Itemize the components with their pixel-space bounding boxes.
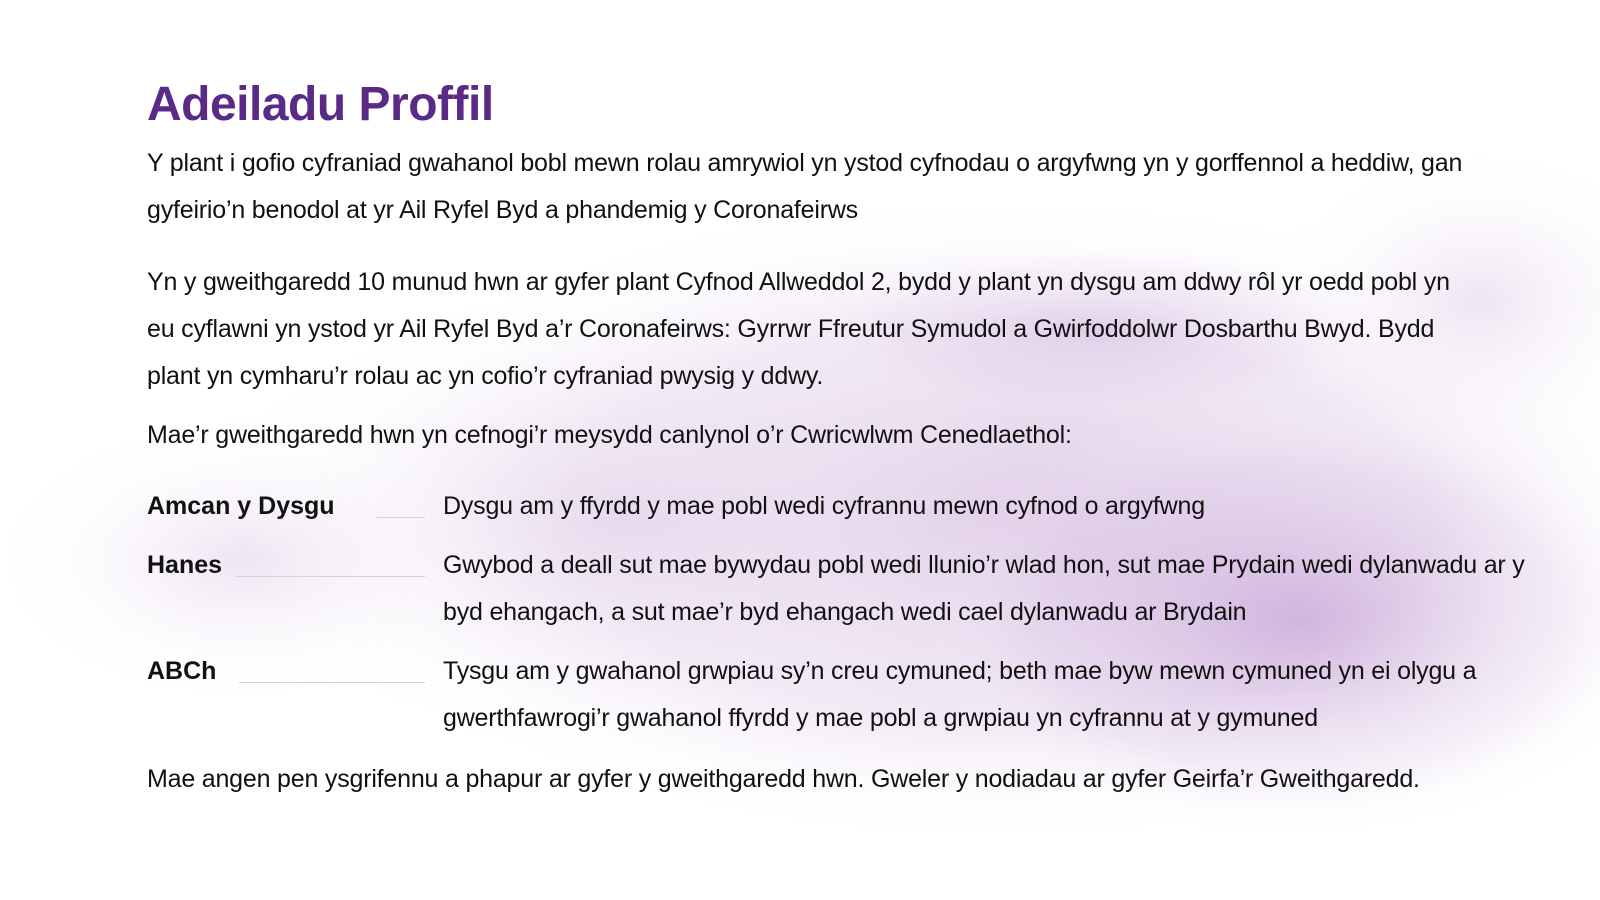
objective-label: Hanes [147,551,223,579]
materials-note: Mae angen pen ysgrifennu a phapur ar gyfer y gweithgaredd hwn. Gweler y nodiadau ar gyfer Geirfa’r Gweithgaredd. [147,765,1420,793]
objective-row [147,483,1547,530]
objective-label-cell [147,483,443,530]
leader-line [239,682,425,683]
content-area [147,76,1547,803]
objective-label: ABCh [147,657,217,685]
objective-text: Tysgu am y gwahanol grwpiau sy’n creu cymuned; beth mae byw mewn cymuned yn ei olygu a gwerthfawrogi’r gwahanol ffyrdd y mae pobl a grwpiau yn cyfrannu at y gymuned [443,657,1477,732]
intro-paragraph: Y plant i gofio cyfraniad gwahanol bobl mewn rolau amrywiol yn ystod cyfnodau o argyfwng yn y gorffennol a heddiw, gan gyfeirio’n benodol at yr Ail Ryfel Byd a phandemig y Coronafeirws [147,149,1463,224]
curriculum-intro-paragraph: Mae’r gweithgaredd hwn yn cefnogi’r meysydd canlynol o’r Cwricwlwm Cenedlaethol: [147,421,1072,449]
objective-row [147,648,1547,742]
page-title: Adeiladu Proffil [147,78,494,131]
activity-paragraph: Yn y gweithgaredd 10 munud hwn ar gyfer plant Cyfnod Allweddol 2, bydd y plant yn dysgu am ddwy rôl yr oedd pobl yn eu cyflawni yn ystod yr Ail Ryfel Byd a’r Coronafeirws: Gyrrwr Ffreutur Symudol a Gwirfoddolwr Dosbarthu Bwyd. Bydd plant yn cymharu’r rolau ac yn cofio’r cyfraniad pwysig y ddwy. [147,268,1450,390]
objective-label-cell [147,542,443,589]
objective-text: Gwybod a deall sut mae bywydau pobl wedi llunio’r wlad hon, sut mae Prydain wedi dylanwadu ar y byd ehangach, a sut mae’r byd ehangach wedi cael dylanwadu ar Brydain [443,551,1525,626]
objective-label-cell [147,648,443,695]
objective-row [147,542,1547,636]
leader-line [377,517,425,518]
objective-text: Dysgu am y ffyrdd y mae pobl wedi cyfrannu mewn cyfnod o argyfwng [443,492,1205,520]
leader-line [235,576,425,577]
curriculum-objectives-list [147,483,1547,742]
objective-label: Amcan y Dysgu [147,492,335,520]
